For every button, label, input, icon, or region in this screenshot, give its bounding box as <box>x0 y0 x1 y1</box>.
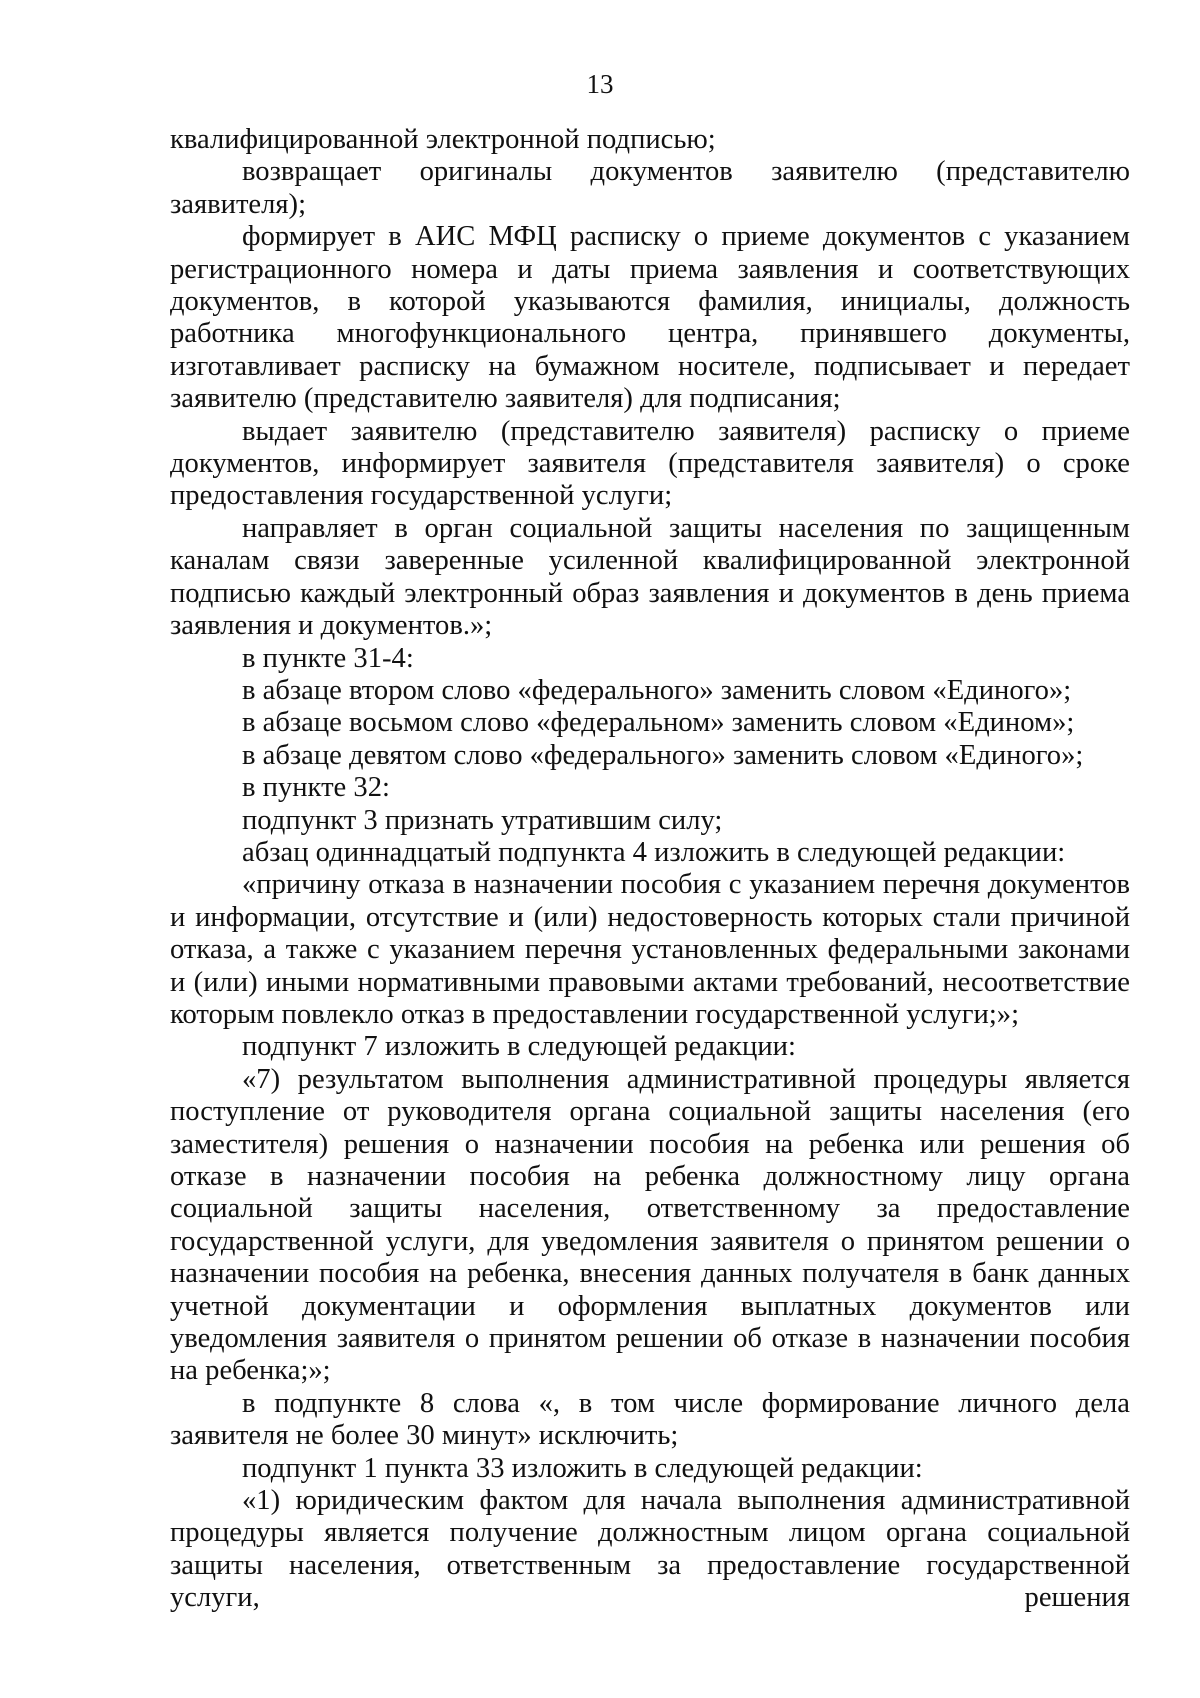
paragraph-15: «7) результатом выполнения административной процедуры является поступление от руководителя органа социальной защиты населения (его заместителя) решения о назначении пособия на ребенка или решения об отказе в назначении пособия на ребенка должностному лицу органа социальной защиты населения, ответственному за предоставление государственной услуги, для уведомления заявителя о принятом решении о назначении пособия на ребенка, внесения данных получателя в банк данных учетной документации и оформления выплатных документов или уведомления заявителя о принятом решении об отказе в назначении пособия на ребенка;»; <box>170 1063 1130 1387</box>
paragraph-17: подпункт 1 пункта 33 изложить в следующей редакции: <box>242 1452 923 1484</box>
paragraph-12: абзац одиннадцатый подпункта 4 изложить в следующей редакции: <box>242 836 1066 868</box>
document-body <box>170 124 1130 1615</box>
paragraph-3: формирует в АИС МФЦ расписку о приеме документов с указанием регистрационного номера и даты приема заявления и соответствующих документов, в которой указываются фамилия, инициалы, должность работника многофункционального центра, принявшего документы, изготавливает расписку на бумажном носителе, подписывает и передает заявителю (представителю заявителя) для подписания; <box>170 221 1130 415</box>
paragraph-10: в пункте 32: <box>242 772 390 804</box>
paragraph-4: выдает заявителю (представителю заявителя) расписку о приеме документов, информирует заявителя (представителя заявителя) о сроке предоставления государственной услуги; <box>170 415 1130 512</box>
paragraph-1: квалифицированной электронной подписью; <box>170 124 716 155</box>
paragraph-8: в абзаце восьмом слово «федеральном» заменить словом «Едином»; <box>242 707 1075 739</box>
paragraph-14: подпункт 7 изложить в следующей редакции: <box>242 1031 796 1063</box>
paragraph-16: в подпункте 8 слова «, в том числе формирование личного дела заявителя не более 30 минут» исключить; <box>170 1387 1130 1452</box>
paragraph-18: «1) юридическим фактом для начала выполнения административной процедуры является получение должностным лицом органа социальной защиты населения, ответственным за предоставление государственной услуги, решения <box>170 1485 1130 1614</box>
paragraph-2: возвращает оригиналы документов заявителю (представителю заявителя); <box>170 156 1130 220</box>
paragraph-13: «причину отказа в назначении пособия с указанием перечня документов и информации, отсутствие и (или) недостоверность которых стали причиной отказа, а также с указанием перечня установленных федеральными законами и (или) иными нормативными правовыми актами требований, несоответствие которым повлекло отказ в предоставлении государственной услуги;»; <box>170 869 1130 1030</box>
paragraph-7: в абзаце втором слово «федерального» заменить словом «Единого»; <box>242 674 1072 706</box>
paragraph-6: в пункте 31-4: <box>242 642 414 674</box>
paragraph-11: подпункт 3 признать утратившим силу; <box>242 804 723 836</box>
paragraph-9: в абзаце девятом слово «федерального» заменить словом «Единого»; <box>242 739 1084 771</box>
paragraph-5: направляет в орган социальной защиты населения по защищенным каналам связи заверенные усиленной квалифицированной электронной подписью каждый электронный образ заявления и документов в день приема заявления и документов.»; <box>170 512 1130 642</box>
page-number: 13 <box>586 69 614 99</box>
